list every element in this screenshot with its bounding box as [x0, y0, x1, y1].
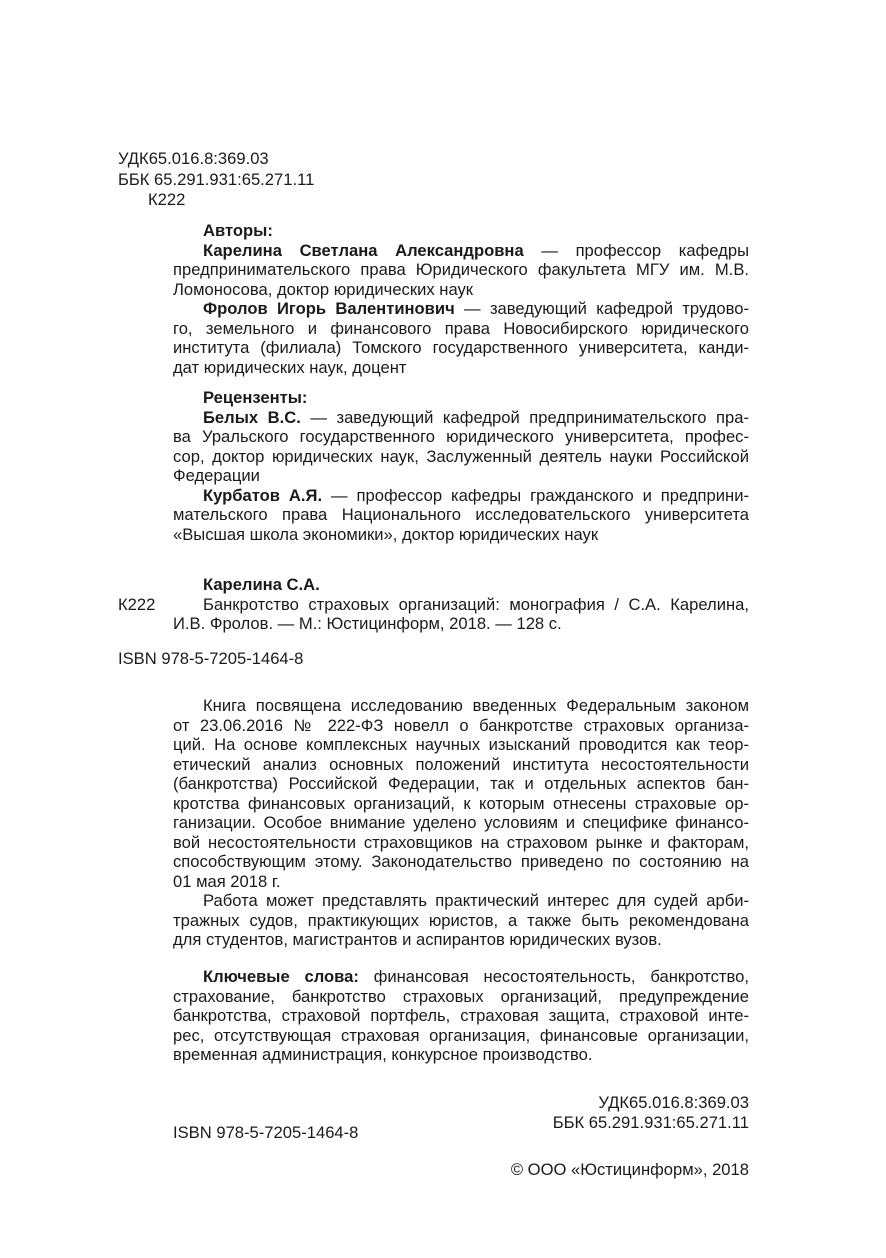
author-1-line-1: Карелина Светлана Александровна — профессор кафедры	[203, 240, 749, 260]
isbn-bottom: ISBN 978-5-7205-1464-8	[173, 1123, 359, 1142]
bbk-code-bottom: ББК 65.291.931:65.271.11	[552, 1113, 749, 1132]
author-1-line-2: предпринимательского права Юридического факультета МГУ им. М.В.	[173, 260, 749, 279]
reviewer-1-line-1: Белых В.С. — заведующий кафедрой предпринимательского пра-	[203, 407, 749, 427]
abstract-p1-line-4: етический анализ основных положений института несостоятельности	[173, 754, 749, 774]
author-2-line-4: дат юридических наук, доцент	[173, 357, 407, 377]
keywords-line-4: рес, отсутствующая страховая организация, финансовые организации,	[173, 1025, 749, 1045]
abstract-p1-line-6: кротства финансовых организаций, к которым отнесены страховые ор-	[173, 793, 749, 813]
keywords-line-1: Ключевые слова: финансовая несостоятельность, банкротство,	[203, 967, 749, 986]
author-1-line-3: Ломоносова, доктор юридических наук	[173, 279, 474, 299]
keywords-line-3: банкротства, страховой портфель, страховая защита, страховой инте-	[173, 1006, 749, 1025]
author-2-line-3: института (филиала) Томского государственного университета, канди-	[173, 338, 749, 357]
reviewer-1-line-3: сор, доктор юридических наук, Заслуженный деятель науки Российской	[173, 446, 749, 466]
reviewer-1-line-4: Федерации	[173, 466, 260, 485]
abstract-p1-line-9: способствующим этому. Законодательство приведено по состоянию на	[173, 852, 749, 871]
abstract-p2-line-2: тражных судов, практикующих юристов, а также быть рекомендована	[173, 910, 749, 930]
catalog-isbn: ISBN 978-5-7205-1464-8	[118, 649, 304, 668]
author-1-name: Карелина Светлана Александровна	[203, 240, 524, 260]
keywords-label: Ключевые слова:	[203, 967, 359, 986]
catalog-mark: К222	[118, 595, 156, 614]
reviewer-2-line-1: Курбатов А.Я. — профессор кафедры гражданского и предприни-	[203, 485, 749, 505]
abstract-p1-line-5: (банкротства) Российской Федерации, так и отдельных аспектов бан-	[173, 774, 749, 793]
author-2-line-2: го, земельного и финансового права Новосибирского юридического	[173, 318, 749, 338]
udk-code-bottom: УДК65.016.8:369.03	[598, 1093, 749, 1112]
reviewers-section	[173, 388, 749, 544]
abstract-p1-line-7: ганизации. Особое внимание уделено условиям и специфике финансо-	[173, 813, 749, 832]
keywords-section	[173, 967, 749, 1065]
reviewer-1-name: Белых В.С.	[203, 407, 301, 427]
catalog-line-2: И.В. Фролов. — М.: Юстицинформ, 2018. — 128 с.	[173, 614, 562, 633]
catalog-author: Карелина С.А.	[203, 575, 320, 594]
abstract-section	[173, 696, 749, 950]
abstract-p1-line-8: вой несостоятельности страховщиков на страховом рынке и факторам,	[173, 832, 749, 852]
author-2-name: Фролов Игорь Валентинович	[203, 299, 455, 318]
copyright: © ООО «Юстицинформ», 2018	[510, 1160, 749, 1179]
reviewer-2-name: Курбатов А.Я.	[203, 485, 323, 505]
reviewer-1-line-2: ва Уральского государственного юридического университета, профес-	[173, 427, 749, 446]
author-2-line-1: Фролов Игорь Валентинович — заведующий кафедрой трудово-	[203, 299, 749, 318]
reviewers-heading: Рецензенты:	[203, 388, 308, 407]
bbk-code-top: ББК 65.291.931:65.271.11	[118, 170, 315, 189]
author-mark-top: К222	[148, 190, 186, 209]
catalog-section	[173, 575, 749, 634]
abstract-p1-line-3: ций. На основе комплексных научных изысканий проводится как теор-	[173, 735, 749, 754]
abstract-p1-line-1: Книга посвящена исследованию введенных Федеральным законом	[203, 696, 749, 715]
authors-heading: Авторы:	[203, 221, 273, 240]
abstract-p2-line-3: для студентов, магистрантов и аспирантов юридических вузов.	[173, 930, 662, 949]
reviewer-2-line-2: мательского права Национального исследовательского университета	[173, 505, 749, 524]
catalog-line-1: Банкротство страховых организаций: монография / С.А. Карелина,	[203, 594, 749, 614]
authors-section	[173, 221, 749, 377]
keywords-line-5: временная администрация, конкурсное производство.	[173, 1045, 593, 1064]
udk-code-top: УДК65.016.8:369.03	[118, 149, 269, 168]
abstract-p2-line-1: Работа может представлять практический интерес для судей арби-	[203, 891, 749, 910]
reviewer-2-line-3: «Высшая школа экономики», доктор юридических наук	[173, 524, 599, 544]
abstract-p1-line-2: от 23.06.2016 № 222-ФЗ новелл о банкротстве страховых организа-	[173, 715, 749, 735]
keywords-line-2: страхование, банкротство страховых организаций, предупреждение	[173, 986, 749, 1006]
abstract-p1-line-10: 01 мая 2018 г.	[173, 871, 281, 891]
